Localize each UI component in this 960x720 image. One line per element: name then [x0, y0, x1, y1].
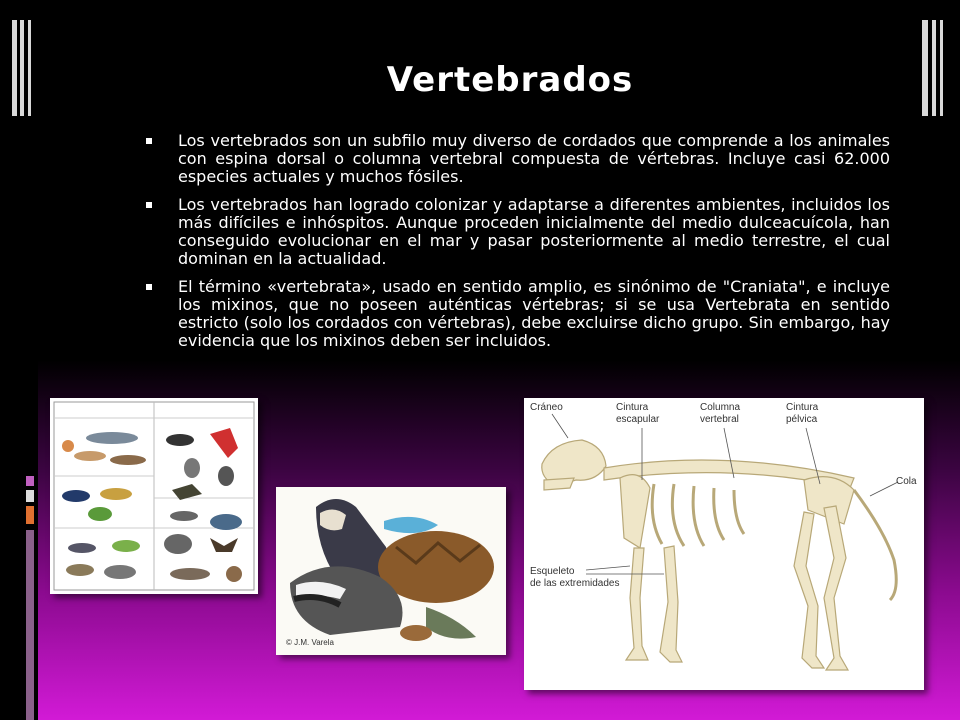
skeleton-diagram — [524, 398, 924, 690]
label-columna-2: vertebral — [700, 414, 739, 425]
bullet-item: Los vertebrados son un subfilo muy diverso de cordados que comprende a los animales con espina dorsal o columna vertebral compuesta de vértebras. Incluye casi 62.000 especies actuales y muchos fósiles. — [144, 132, 890, 186]
bullet-item: Los vertebrados han logrado colonizar y adaptarse a diferentes ambientes, incluidos los más difíciles e inhóspitos. Aunque proceden inicialmente del medio dulceacuícola, han conseguido evolucionar en el mar y pasar posteriormente al medio terrestre, el cual dominan en la actualidad. — [144, 196, 890, 268]
skeleton-diagram-image — [524, 398, 924, 690]
label-cintura-escapular-1: Cintura — [616, 402, 649, 413]
label-cintura-escapular-2: escapular — [616, 414, 660, 425]
label-craneo: Cráneo — [530, 402, 563, 413]
label-columna-1: Columna — [700, 402, 741, 413]
label-esqueleto-1: Esqueleto — [530, 566, 575, 577]
slide-title: Vertebrados — [386, 60, 634, 100]
bullet-item: El término «vertebrata», usado en sentido amplio, es sinónimo de "Craniata", e incluye los mixinos, que no poseen auténticas vértebras; si se usa Vertebrata en sentido estricto (solo los cordados con vértebras), debe excluirse dicho grupo. Sin embargo, hay evidencia que los mixinos deben ser incluidos. — [144, 278, 890, 350]
image-credit: © J.M. Varela — [286, 638, 334, 647]
left-accent-square — [26, 476, 34, 486]
label-cola: Cola — [896, 476, 917, 487]
left-accent-square — [26, 506, 34, 524]
animal-groups-illustration — [50, 398, 258, 594]
label-cintura-pelvica-1: Cintura — [786, 402, 819, 413]
label-esqueleto-2: de las extremidades — [530, 578, 620, 589]
vertebrates-collage-illustration — [276, 487, 506, 655]
left-accent-strip — [26, 530, 34, 720]
vertebrates-collage-image — [276, 487, 506, 655]
label-cintura-pelvica-2: pélvica — [786, 414, 818, 425]
bullet-list — [144, 132, 890, 360]
animal-groups-image — [50, 398, 258, 594]
left-accent-square — [26, 490, 34, 502]
